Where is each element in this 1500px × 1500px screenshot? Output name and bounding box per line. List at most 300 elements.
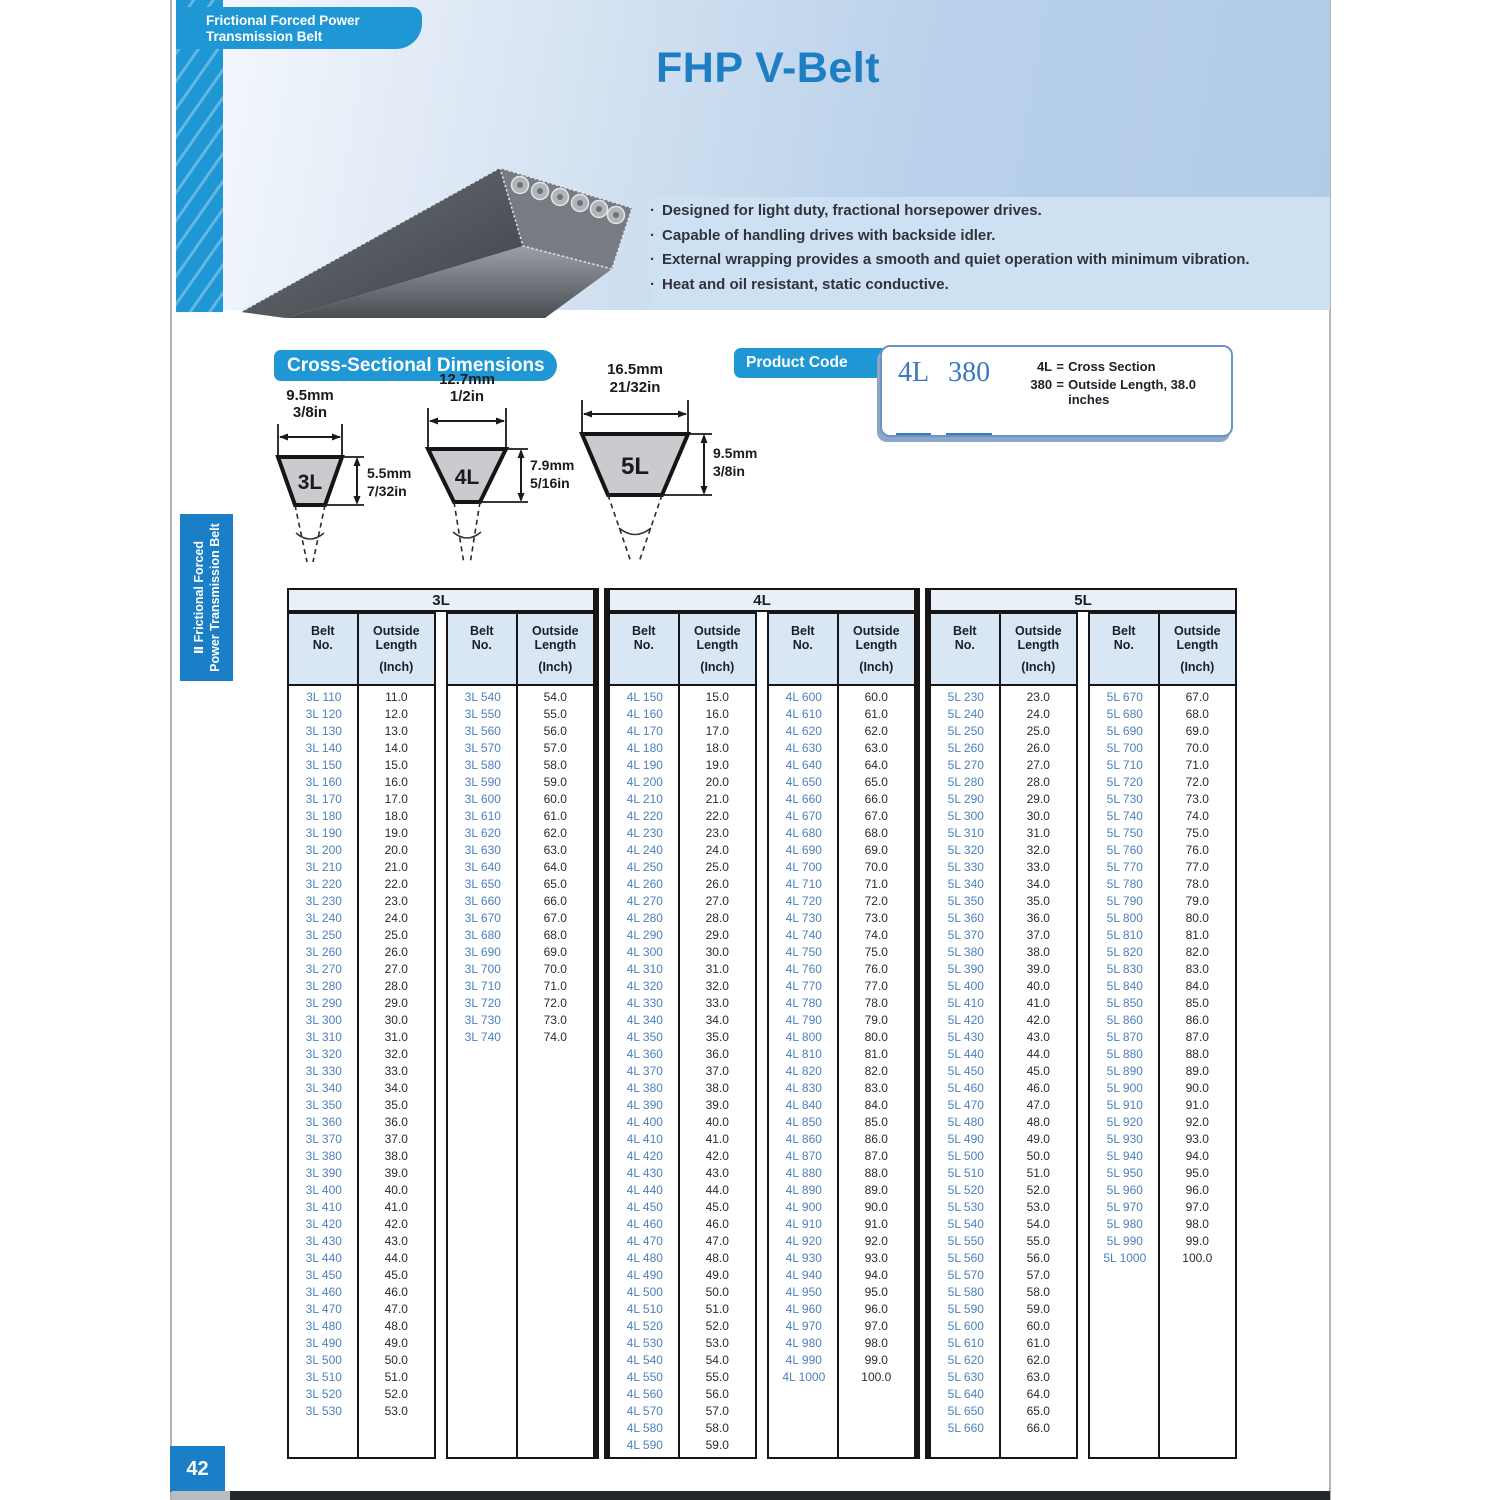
table-row — [610, 774, 755, 791]
unit-label: (Inch) — [859, 660, 894, 674]
length-cell: 79.0 — [864, 1013, 888, 1027]
table-row — [1090, 1080, 1235, 1097]
table-row — [610, 825, 755, 842]
belt-no-cell: 5L 670 — [1106, 690, 1143, 704]
belt-no-cell: 3L 670 — [464, 911, 501, 925]
length-cell: 77.0 — [1185, 860, 1209, 874]
length-cell: 36.0 — [384, 1115, 408, 1129]
table-row — [289, 978, 434, 995]
belt-no-cell: 4L 430 — [626, 1166, 663, 1180]
belt-no-cell: 3L 180 — [305, 809, 342, 823]
belt-no-cell: 3L 150 — [305, 758, 342, 772]
belt-no-cell: 4L 900 — [785, 1200, 822, 1214]
belt-no-cell: 4L 870 — [785, 1149, 822, 1163]
length-cell: 27.0 — [384, 962, 408, 976]
length-cell: 63.0 — [543, 843, 567, 857]
column-headers — [610, 614, 755, 686]
length-cell: 30.0 — [705, 945, 729, 959]
table-row — [1090, 774, 1235, 791]
belt-no-cell: 5L 310 — [947, 826, 984, 840]
column-pair — [929, 612, 1078, 1459]
length-cell: 72.0 — [864, 894, 888, 908]
belt-no-cell: 5L 940 — [1106, 1149, 1143, 1163]
length-cell: 39.0 — [384, 1166, 408, 1180]
table-row — [289, 757, 434, 774]
table-row — [610, 1182, 755, 1199]
length-cell: 78.0 — [1185, 877, 1209, 891]
belt-no-cell: 5L 920 — [1106, 1115, 1143, 1129]
table-row — [1090, 1216, 1235, 1233]
table-row — [769, 876, 914, 893]
column-headers — [931, 614, 1076, 686]
belt-no-cell: 5L 990 — [1106, 1234, 1143, 1248]
belt-no-cell: 4L 590 — [626, 1438, 663, 1452]
belt-no-cell: 3L 460 — [305, 1285, 342, 1299]
length-cell: 28.0 — [384, 979, 408, 993]
belt-no-cell: 3L 350 — [305, 1098, 342, 1112]
belt-no-cell: 4L 770 — [785, 979, 822, 993]
length-cell: 53.0 — [1026, 1200, 1050, 1214]
table-row — [289, 842, 434, 859]
length-cell: 20.0 — [384, 843, 408, 857]
table-row — [448, 961, 593, 978]
table-row — [1090, 944, 1235, 961]
table-row — [931, 740, 1076, 757]
unit-label: (Inch) — [1180, 660, 1215, 674]
belt-no-cell: 4L 360 — [626, 1047, 663, 1061]
length-cell: 15.0 — [384, 758, 408, 772]
belt-no-cell: 3L 290 — [305, 996, 342, 1010]
table-row — [289, 1284, 434, 1301]
table-row — [769, 1080, 914, 1097]
belt-no-cell: 3L 330 — [305, 1064, 342, 1078]
table-row — [931, 689, 1076, 706]
height-label-in: 3/8in — [713, 463, 745, 479]
table-row — [931, 1352, 1076, 1369]
table-row — [610, 1233, 755, 1250]
table-row — [289, 1216, 434, 1233]
length-cell: 74.0 — [543, 1030, 567, 1044]
table-row — [448, 706, 593, 723]
length-cell: 96.0 — [864, 1302, 888, 1316]
belt-no-cell: 4L 990 — [785, 1353, 822, 1367]
length-cell: 19.0 — [384, 826, 408, 840]
length-cell: 16.0 — [384, 775, 408, 789]
table-row — [1090, 1097, 1235, 1114]
belt-no-cell: 4L 490 — [626, 1268, 663, 1282]
table-row — [769, 910, 914, 927]
length-cell: 94.0 — [864, 1268, 888, 1282]
length-cell: 59.0 — [1026, 1302, 1050, 1316]
belt-no-cell: 5L 720 — [1106, 775, 1143, 789]
outside-length-header: Outside Length (Inch) — [853, 624, 900, 674]
table-row — [289, 740, 434, 757]
table-row — [931, 1012, 1076, 1029]
outside-length-header: Outside Length (Inch) — [1174, 624, 1221, 674]
belt-no-cell: 5L 250 — [947, 724, 984, 738]
table-row — [289, 1182, 434, 1199]
length-cell: 46.0 — [1026, 1081, 1050, 1095]
table-row — [610, 1080, 755, 1097]
belt-no-cell: 4L 340 — [626, 1013, 663, 1027]
table-row — [769, 1114, 914, 1131]
table-row — [289, 808, 434, 825]
belt-no-cell: 3L 710 — [464, 979, 501, 993]
page-left-border — [170, 0, 172, 1500]
length-cell: 44.0 — [705, 1183, 729, 1197]
belt-no-cell: 3L 160 — [305, 775, 342, 789]
length-cell: 31.0 — [1026, 826, 1050, 840]
length-cell: 50.0 — [384, 1353, 408, 1367]
belt-no-cell: 3L 230 — [305, 894, 342, 908]
table-row — [931, 893, 1076, 910]
belt-no-cell: 5L 620 — [947, 1353, 984, 1367]
belt-no-cell: 5L 950 — [1106, 1166, 1143, 1180]
table-row — [610, 978, 755, 995]
belt-no-cell: 5L 870 — [1106, 1030, 1143, 1044]
belt-no-cell: 5L 760 — [1106, 843, 1143, 857]
belt-no-cell: 5L 230 — [947, 690, 984, 704]
length-cell: 95.0 — [1185, 1166, 1209, 1180]
length-cell: 17.0 — [705, 724, 729, 738]
table-row — [289, 1267, 434, 1284]
length-cell: 72.0 — [543, 996, 567, 1010]
table-row — [931, 1250, 1076, 1267]
length-cell: 89.0 — [864, 1183, 888, 1197]
chapter-tab-line2: Power Transmission Belt — [207, 523, 222, 672]
length-cell: 85.0 — [1185, 996, 1209, 1010]
page-number: 42 — [170, 1446, 225, 1492]
table-row — [769, 774, 914, 791]
length-cell: 64.0 — [864, 758, 888, 772]
length-cell: 45.0 — [1026, 1064, 1050, 1078]
table-row — [610, 723, 755, 740]
table-row — [931, 1148, 1076, 1165]
belt-no-cell: 4L 230 — [626, 826, 663, 840]
length-cell: 69.0 — [543, 945, 567, 959]
table-row — [769, 978, 914, 995]
length-cell: 15.0 — [705, 690, 729, 704]
length-cell: 69.0 — [864, 843, 888, 857]
table-row — [610, 1301, 755, 1318]
legend-row: 380 = Outside Length, 38.0 inches — [1030, 377, 1196, 407]
table-row — [289, 825, 434, 842]
belt-no-cell: 4L 480 — [626, 1251, 663, 1265]
table-row — [1090, 740, 1235, 757]
length-cell: 69.0 — [1185, 724, 1209, 738]
length-cell: 56.0 — [543, 724, 567, 738]
length-cell: 99.0 — [1185, 1234, 1209, 1248]
length-cell: 20.0 — [705, 775, 729, 789]
table-row — [289, 1199, 434, 1216]
length-cell: 58.0 — [1026, 1285, 1050, 1299]
length-cell: 33.0 — [1026, 860, 1050, 874]
table-row — [931, 1284, 1076, 1301]
length-cell: 75.0 — [864, 945, 888, 959]
length-cell: 97.0 — [864, 1319, 888, 1333]
column-pair — [1088, 612, 1237, 1459]
belt-no-cell: 5L 470 — [947, 1098, 984, 1112]
length-cell: 100.0 — [861, 1370, 892, 1384]
belt-no-cell: 4L 720 — [785, 894, 822, 908]
belt-no-cell: 3L 590 — [464, 775, 501, 789]
belt-no-cell: 4L 570 — [626, 1404, 663, 1418]
length-cell: 37.0 — [384, 1132, 408, 1146]
product-code-legend — [1020, 359, 1231, 435]
belt-no-cell: 4L 160 — [626, 707, 663, 721]
belt-no-cell: 5L 850 — [1106, 996, 1143, 1010]
belt-no-cell: 4L 840 — [785, 1098, 822, 1112]
length-cell: 97.0 — [1185, 1200, 1209, 1214]
table-row — [1090, 842, 1235, 859]
belt-no-cell: 4L 250 — [626, 860, 663, 874]
column-pair — [446, 612, 595, 1459]
table-section-3l — [287, 588, 595, 1459]
width-label-in: 21/32in — [609, 379, 661, 396]
belt-no-cell: 5L 480 — [947, 1115, 984, 1129]
length-cell: 23.0 — [384, 894, 408, 908]
table-row — [289, 1080, 434, 1097]
length-cell: 29.0 — [384, 996, 408, 1010]
table-row — [769, 1301, 914, 1318]
length-cell: 22.0 — [705, 809, 729, 823]
length-cell: 51.0 — [384, 1370, 408, 1384]
belt-no-cell: 3L 280 — [305, 979, 342, 993]
length-cell: 92.0 — [864, 1234, 888, 1248]
table-row — [931, 944, 1076, 961]
table-section-5l — [929, 588, 1237, 1459]
table-row — [931, 1097, 1076, 1114]
belt-no-cell: 4L 650 — [785, 775, 822, 789]
table-row — [1090, 1199, 1235, 1216]
belt-no-cell: 3L 540 — [464, 690, 501, 704]
unit-label: (Inch) — [700, 660, 735, 674]
length-cell: 18.0 — [384, 809, 408, 823]
belt-no-cell: 3L 420 — [305, 1217, 342, 1231]
table-row — [931, 1369, 1076, 1386]
table-row — [769, 1267, 914, 1284]
length-cell: 91.0 — [1185, 1098, 1209, 1112]
table-row — [769, 961, 914, 978]
belt-no-cell: 3L 270 — [305, 962, 342, 976]
group-header-3l: 3L — [287, 588, 595, 612]
table-row — [769, 1012, 914, 1029]
length-cell: 55.0 — [543, 707, 567, 721]
table-row — [610, 995, 755, 1012]
length-cell: 54.0 — [705, 1353, 729, 1367]
length-cell: 83.0 — [864, 1081, 888, 1095]
belt-no-cell: 3L 140 — [305, 741, 342, 755]
table-row — [289, 927, 434, 944]
unit-label: (Inch) — [538, 660, 573, 674]
length-cell: 38.0 — [705, 1081, 729, 1095]
table-row — [1090, 1063, 1235, 1080]
column-headers — [289, 614, 434, 686]
belt-no-cell: 3L 700 — [464, 962, 501, 976]
length-cell: 31.0 — [705, 962, 729, 976]
table-row — [931, 791, 1076, 808]
length-cell: 28.0 — [1026, 775, 1050, 789]
table-row — [931, 842, 1076, 859]
table-row — [289, 859, 434, 876]
belt-no-cell: 3L 510 — [305, 1370, 342, 1384]
table-row — [931, 1267, 1076, 1284]
height-label-mm: 9.5mm — [713, 445, 758, 461]
length-cell: 58.0 — [705, 1421, 729, 1435]
column-headers — [448, 614, 593, 686]
table-row — [448, 893, 593, 910]
belt-no-cell: 4L 440 — [626, 1183, 663, 1197]
length-cell: 37.0 — [705, 1064, 729, 1078]
table-row — [769, 808, 914, 825]
length-cell: 61.0 — [864, 707, 888, 721]
belt-no-cell: 4L 970 — [785, 1319, 822, 1333]
table-row — [1090, 1165, 1235, 1182]
table-row — [1090, 1182, 1235, 1199]
length-cell: 96.0 — [1185, 1183, 1209, 1197]
length-cell: 57.0 — [705, 1404, 729, 1418]
length-cell: 21.0 — [384, 860, 408, 874]
chapter-tab-line1: Ⅱ Frictional Forced — [191, 540, 206, 655]
table-row — [610, 1403, 755, 1420]
table-row — [769, 825, 914, 842]
belt-no-cell: 3L 240 — [305, 911, 342, 925]
length-cell: 21.0 — [705, 792, 729, 806]
belt-no-cell: 5L 350 — [947, 894, 984, 908]
belt-no-cell: 5L 390 — [947, 962, 984, 976]
length-cell: 36.0 — [705, 1047, 729, 1061]
belt-no-cell: 5L 830 — [1106, 962, 1143, 976]
table-row — [448, 995, 593, 1012]
width-label-mm: 9.5mm — [286, 387, 334, 404]
length-cell: 76.0 — [1185, 843, 1209, 857]
belt-no-cell: 4L 180 — [626, 741, 663, 755]
page-title: FHP V-Belt — [656, 44, 881, 92]
cross-section-heading: Cross-Sectional Dimensions — [274, 350, 557, 381]
table-row — [931, 1301, 1076, 1318]
length-cell: 66.0 — [543, 894, 567, 908]
length-cell: 83.0 — [1185, 962, 1209, 976]
length-cell: 22.0 — [384, 877, 408, 891]
length-cell: 57.0 — [543, 741, 567, 755]
length-cell: 90.0 — [1185, 1081, 1209, 1095]
belt-no-header: Belt No. — [289, 614, 359, 684]
belt-no-cell: 4L 600 — [785, 690, 822, 704]
length-cell: 61.0 — [1026, 1336, 1050, 1350]
length-cell: 36.0 — [1026, 911, 1050, 925]
table-row — [1090, 876, 1235, 893]
length-cell: 50.0 — [705, 1285, 729, 1299]
belt-no-cell: 5L 370 — [947, 928, 984, 942]
series-badge-line1: Frictional Forced Power — [206, 13, 360, 28]
belt-no-cell: 4L 470 — [626, 1234, 663, 1248]
length-cell: 25.0 — [384, 928, 408, 942]
table-row — [769, 689, 914, 706]
belt-no-cell: 4L 930 — [785, 1251, 822, 1265]
table-row — [1090, 723, 1235, 740]
length-cell: 84.0 — [1185, 979, 1209, 993]
length-cell: 26.0 — [1026, 741, 1050, 755]
table-row — [931, 706, 1076, 723]
length-cell: 50.0 — [1026, 1149, 1050, 1163]
belt-no-cell: 4L 660 — [785, 792, 822, 806]
belt-no-cell: 5L 580 — [947, 1285, 984, 1299]
length-cell: 11.0 — [385, 690, 408, 704]
belt-no-cell: 5L 800 — [1106, 911, 1143, 925]
table-row — [1090, 1046, 1235, 1063]
belt-no-cell: 3L 500 — [305, 1353, 342, 1367]
bullet-item: · Capable of handling drives with backside idler. — [650, 227, 1320, 244]
section-divider — [595, 588, 608, 1459]
belt-no-cell: 4L 390 — [626, 1098, 663, 1112]
length-cell: 88.0 — [864, 1166, 888, 1180]
table-row — [769, 757, 914, 774]
table-row — [448, 808, 593, 825]
table-row — [931, 1318, 1076, 1335]
outside-length-header: Outside Length (Inch) — [373, 624, 420, 674]
belt-no-cell: 4L 200 — [626, 775, 663, 789]
length-cell: 73.0 — [543, 1013, 567, 1027]
table-row — [931, 995, 1076, 1012]
length-cell: 47.0 — [1026, 1098, 1050, 1112]
belt-no-cell: 3L 260 — [305, 945, 342, 959]
table-row — [931, 1029, 1076, 1046]
belt-no-cell: 4L 500 — [626, 1285, 663, 1299]
table-row — [610, 1148, 755, 1165]
table-row — [610, 1437, 755, 1454]
table-row — [610, 1012, 755, 1029]
table-row — [610, 757, 755, 774]
table-row — [289, 1131, 434, 1148]
length-cell: 38.0 — [384, 1149, 408, 1163]
length-cell: 55.0 — [1026, 1234, 1050, 1248]
length-cell: 59.0 — [705, 1438, 729, 1452]
chapter-tab — [180, 514, 233, 681]
belt-no-cell: 5L 860 — [1106, 1013, 1143, 1027]
length-cell: 24.0 — [384, 911, 408, 925]
length-cell: 42.0 — [1026, 1013, 1050, 1027]
product-code-section: 4L — [896, 357, 931, 435]
belt-no-cell: 3L 300 — [305, 1013, 342, 1027]
table-row — [610, 740, 755, 757]
length-cell: 62.0 — [864, 724, 888, 738]
bullet-item: · Heat and oil resistant, static conductive. — [650, 276, 1320, 293]
belt-no-cell: 3L 430 — [305, 1234, 342, 1248]
width-label-in: 1/2in — [449, 388, 485, 405]
belt-no-cell: 5L 930 — [1106, 1132, 1143, 1146]
length-cell: 73.0 — [1185, 792, 1209, 806]
belt-no-cell: 5L 840 — [1106, 979, 1143, 993]
length-cell: 62.0 — [543, 826, 567, 840]
table-row — [610, 1131, 755, 1148]
length-cell: 62.0 — [1026, 1353, 1050, 1367]
table-row — [289, 1386, 434, 1403]
table-row — [289, 1148, 434, 1165]
belt-no-cell: 3L 550 — [464, 707, 501, 721]
table-row — [448, 927, 593, 944]
table-row — [931, 978, 1076, 995]
length-cell: 26.0 — [384, 945, 408, 959]
table-row — [769, 1369, 914, 1386]
belt-no-cell: 3L 370 — [305, 1132, 342, 1146]
length-cell: 72.0 — [1185, 775, 1209, 789]
table-row — [769, 1335, 914, 1352]
table-row — [1090, 808, 1235, 825]
belt-no-cell: 4L 860 — [785, 1132, 822, 1146]
length-cell: 85.0 — [864, 1115, 888, 1129]
belt-no-cell: 3L 480 — [305, 1319, 342, 1333]
length-cell: 26.0 — [705, 877, 729, 891]
